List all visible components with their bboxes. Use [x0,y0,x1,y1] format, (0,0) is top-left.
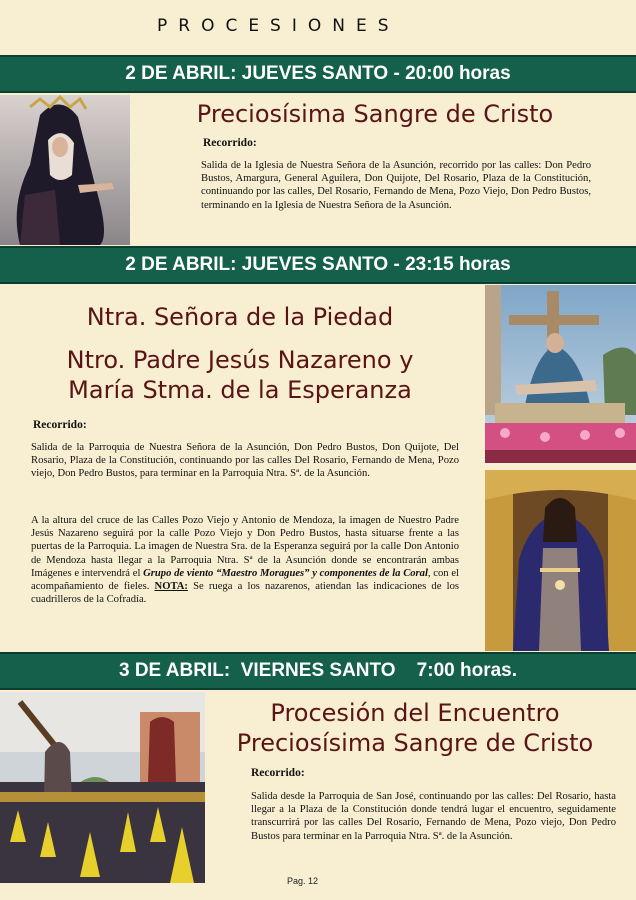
section-3-date-band: 3 DE ABRIL: VIERNES SANTO 7:00 horas. [0,652,636,690]
procession-street-photo [0,692,205,883]
section-3-title-2: Preciosísima Sangre de Cristo [236,729,594,757]
section-1-route-label: Recorrido: [203,137,257,149]
section-2-note-text: Se ruega a los nazarenos, atiendan las indicaciones de los cuadrilleros de la Cofradía. [31,581,459,606]
section-3-title-1: Procesión del Encuentro [270,699,560,727]
section-2-meeting-text: A la altura del cruce de las Calles Pozo Viejo y Antonio de Mendoza, la imagen de Nuestro Padre Jesús Nazareno seguirá por la calle Pozo Viejo y Don Pedro Bustos, hasta situarse frente a las puertas de la Parroquia. La imagen de Nuestra Sra. de la Esperanza seguirá por la calle Don Antonio de Mendoza hasta llegar a la Parroquia Ntra. Sª de la Asunción donde se encontrarán ambas Imágenes e intervendrá el [31,515,459,579]
nazareno-statue-photo [485,470,636,651]
section-2-meeting-text-end: , con el acompañamiento de fieles. [31,567,459,593]
section-3-route-label: Recorrido: [251,767,305,779]
section-2-title-2: Ntro. Padre Jesús Nazareno y [66,346,414,374]
virgin-statue-photo [0,95,130,245]
section-1-title: Preciosísima Sangre de Cristo [196,100,554,128]
section-1-date-band: 2 DE ABRIL: JUEVES SANTO - 20:00 horas [0,55,636,93]
section-2-route-text: Salida de la Parroquia de Nuestra Señora de la Asunción, Don Pedro Bustos, Don Quijote, Del Rosario, Plaza de la Constitución, continuando por las calles Del Rosario, Fernando de Mena, Pozo viejo, Don Pedro Bustos, para terminar en la Parroquia Ntra. Sª. de la Asunción. [31,442,459,480]
section-2-music-group: Grupo de viento “Maestro Moragues” y componentes de la Coral [143,567,428,579]
section-2-title-1: Ntra. Señora de la Piedad [86,303,394,331]
section-2-note-paragraph [31,514,459,606]
section-2-title-3: María Stma. de la Esperanza [68,376,412,404]
section-3-route-text: Salida desde la Parroquia de San José, continuando por las calles: Del Rosario, hasta llegar a la Plaza de la Constitución donde tendrá lugar el encuentro, seguidamente transcurrirá por las calles Del Rosario, Fernando de Mena, Pozo viejo, Don Pedro Bustos para terminar en la Parroquia Ntra. Sª. de la Asunción. [251,791,616,842]
section-2-note-label: NOTA: [154,581,188,593]
page-title: PROCESIONES [157,16,400,36]
section-1-route-text: Salida de la Iglesia de Nuestra Señora de la Asunción, recorrido por las calles: Don Pedro Bustos, Amargura, General Aguilera, Don Quijote, Del Rosario, Plaza de la Constitución, continuando por las calles, Del Rosario, Fernando de Mena, Pozo Viejo, Don Pedro Bustos, terminando en la Iglesia de Nuestra Señora de la Asunción. [201,160,591,211]
piedad-statue-photo [485,285,636,463]
section-2-route-label: Recorrido: [33,419,87,431]
page-number: Pag. 12 [287,876,319,886]
section-2-date-band: 2 DE ABRIL: JUEVES SANTO - 23:15 horas [0,246,636,284]
